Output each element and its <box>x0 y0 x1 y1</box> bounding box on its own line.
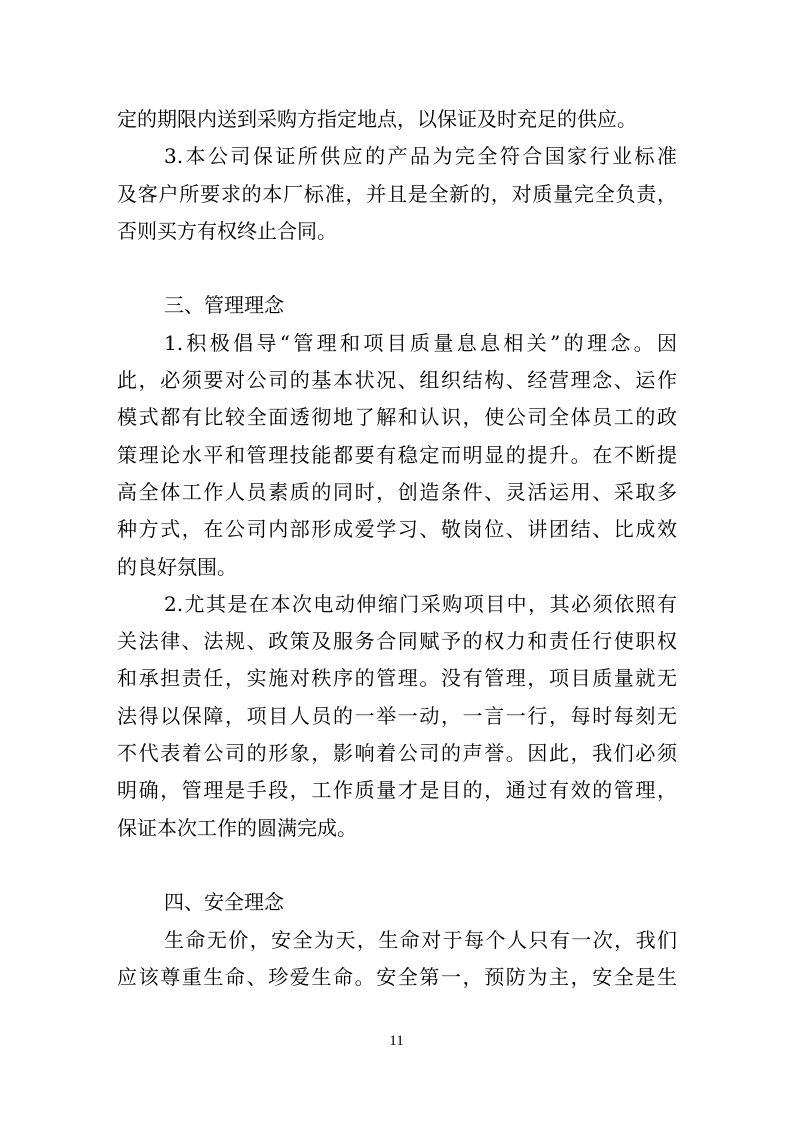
section-gap <box>117 250 677 287</box>
section-heading: 四、安全理念 <box>164 890 284 915</box>
section-heading: 三、管理理念 <box>164 293 284 318</box>
text-line: 此，必须要对公司的基本状况、组织结构、经营理念、运作 <box>117 368 677 393</box>
text-line: 模式都有比较全面透彻地了解和认识，使公司全体员工的政 <box>117 405 677 430</box>
paragraph-management-1 <box>117 325 677 586</box>
text-line: 否则买方有权终止合同。 <box>117 218 337 243</box>
text-line: 不代表着公司的形象，影响着公司的声誉。因此，我们必须 <box>117 741 677 766</box>
text-line: 策理论水平和管理技能都要有稳定而明显的提升。在不断提 <box>117 442 677 467</box>
section-gap <box>117 847 677 884</box>
page-content <box>117 101 677 996</box>
text-line: 的良好氛围。 <box>117 554 237 579</box>
text-line: 生命无价，安全为天，生命对于每个人只有一次，我们 <box>164 927 677 952</box>
page-number: 11 <box>389 1033 404 1049</box>
text-line: 关法律、法规、政策及服务合同赋予的权力和责任行使职权 <box>117 629 677 654</box>
text-line: 法得以保障，项目人员的一举一动，一言一行，每时每刻无 <box>117 703 677 728</box>
paragraph-clause-3 <box>117 138 677 250</box>
text-line: 明确，管理是手段，工作质量才是目的，通过有效的管理， <box>117 778 677 803</box>
text-line: 定的期限内送到采购方指定地点，以保证及时充足的供应。 <box>117 107 637 131</box>
text-line: 1.积极倡导“管理和项目质量息息相关”的理念。因 <box>164 330 677 355</box>
text-line: 高全体工作人员素质的同时，创造条件、灵活运用、采取多 <box>117 479 677 504</box>
text-line: 3.本公司保证所供应的产品为完全符合国家行业标准 <box>164 144 677 169</box>
section-heading-safety <box>117 884 677 921</box>
text-line: 保证本次工作的圆满完成。 <box>117 815 357 840</box>
text-line: 2.尤其是在本次电动伸缩门采购项目中，其必须依照有 <box>164 591 677 616</box>
text-line: 种方式，在公司内部形成爱学习、敬岗位、讲团结、比成效 <box>117 517 677 542</box>
text-line: 应该尊重生命、珍爱生命。安全第一，预防为主，安全是生 <box>117 964 677 989</box>
paragraph-continuation <box>117 101 677 138</box>
text-line: 及客户所要求的本厂标准，并且是全新的，对质量完全负责， <box>117 181 677 206</box>
section-heading-management <box>117 287 677 324</box>
text-line: 和承担责任，实施对秩序的管理。没有管理，项目质量就无 <box>117 666 677 691</box>
paragraph-management-2 <box>117 586 677 847</box>
paragraph-safety-1 <box>117 922 677 997</box>
